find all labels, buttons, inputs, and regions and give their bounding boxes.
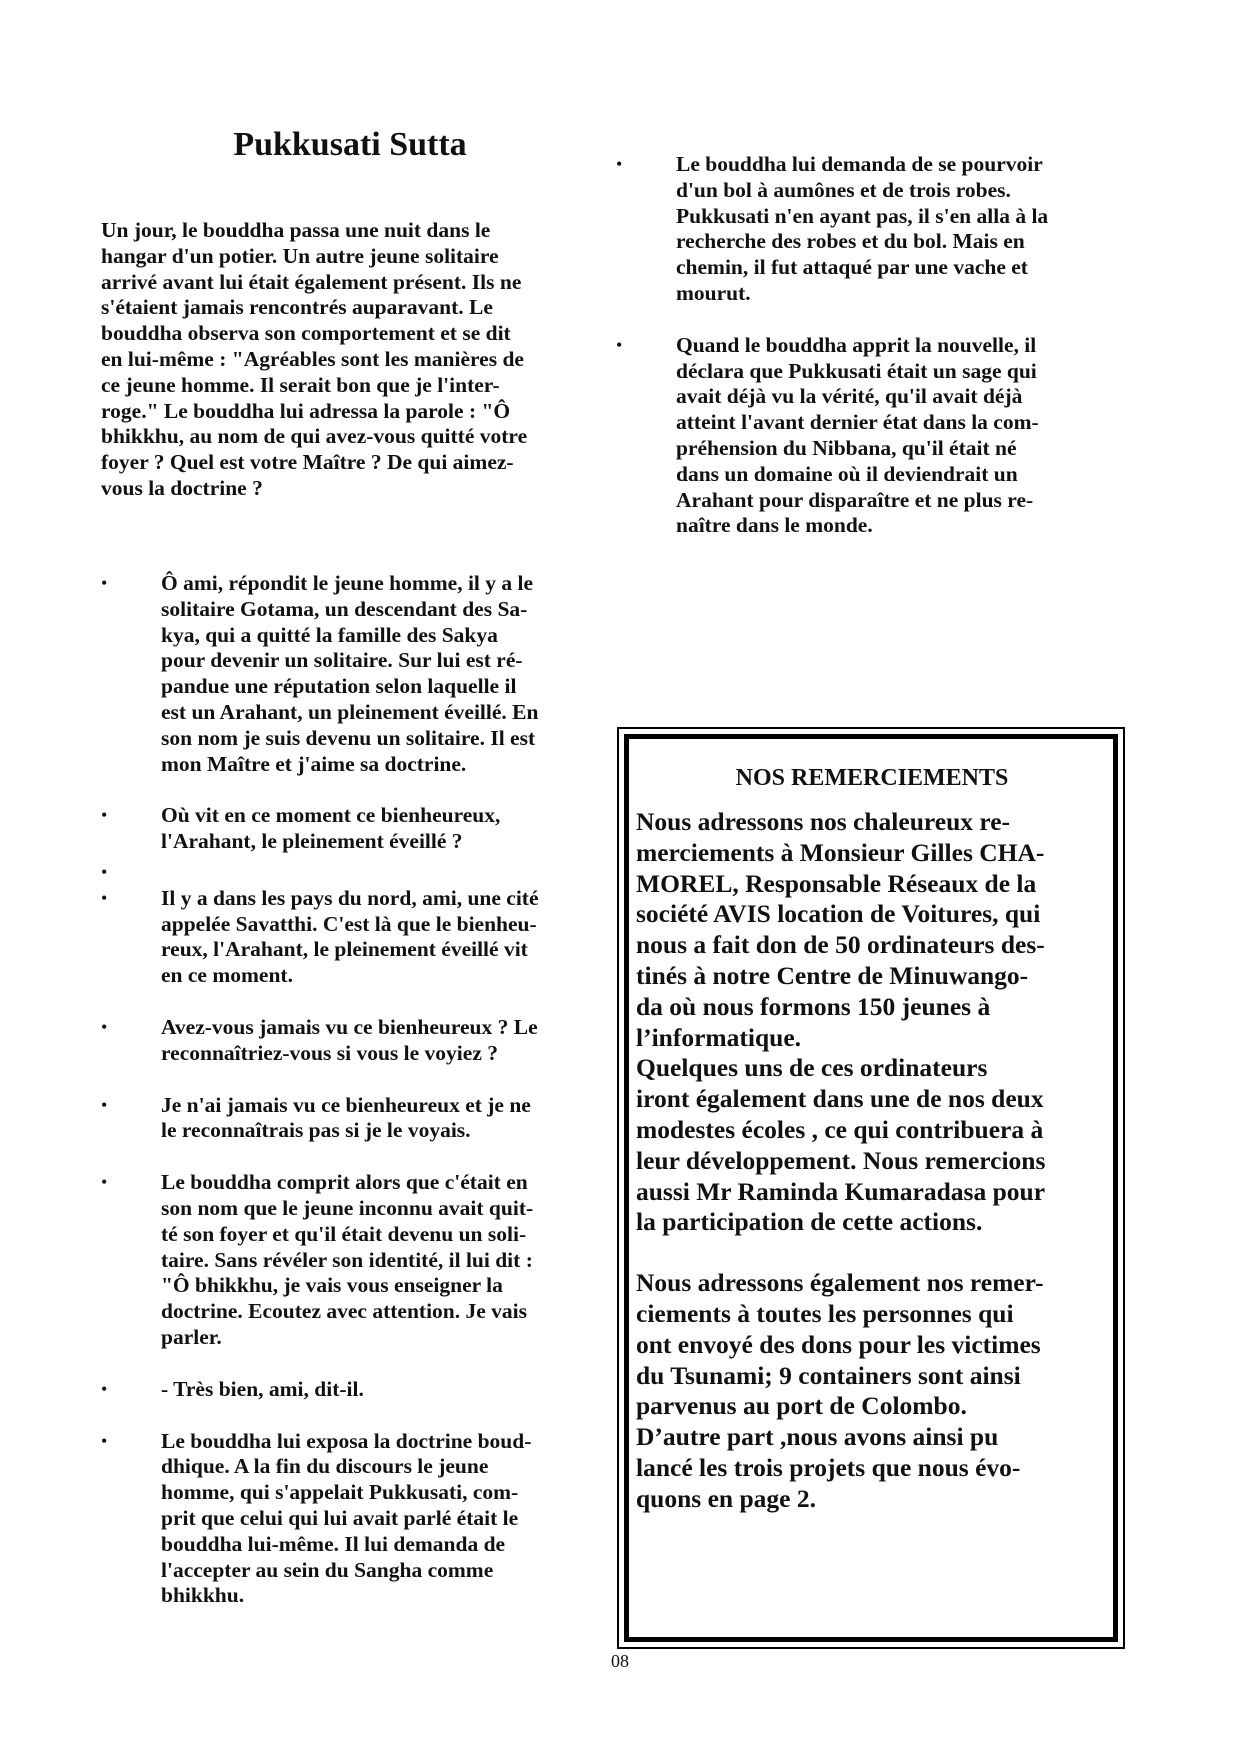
list-item	[101, 1170, 611, 1351]
list-item-text: Ô ami, répondit le jeune homme, il y a le solitaire Gotama, un descendant des Sa- kya, qui a quitté la famille des Sakya pour devenir un solitaire. Sur lui est ré- pandue une réputation selon laquelle il est un Arahant, un pleinement éveillé. En son nom je suis devenu un solitaire. Il est mon Maître et j'aime sa doctrine.	[161, 571, 539, 776]
list-item-text: Je n'ai jamais vu ce bienheureux et je ne le reconnaîtrais pas si je le voyais.	[161, 1092, 531, 1143]
list-item	[101, 886, 611, 989]
bullet-icon: •	[101, 1016, 108, 1037]
list-item-text: Avez-vous jamais vu ce bienheureux ? Le reconnaîtriez-vous si vous le voyiez ?	[161, 1014, 538, 1065]
thanks-box	[636, 763, 1108, 1515]
list-item-text: Où vit en ce moment ce bienheureux, l'Arahant, le pleinement éveillé ?	[161, 803, 501, 854]
page-title: Pukkusati Sutta	[233, 126, 467, 163]
list-item-text: Le bouddha lui exposa la doctrine boud- dhique. A la fin du discours le jeune homme, qui s'appelait Pukkusati, com- prit que celui qui lui avait parlé était le bouddha lui-même. Il lui demanda de l'accepter au sein du Sangha comme bhikkhu.	[161, 1428, 532, 1608]
list-item-text: Il y a dans les pays du nord, ami, une cité appelée Savatthi. C'est là que le bienheu- reux, l'Arahant, le pleinement éveillé vit en ce moment.	[161, 885, 539, 988]
page-number: 08	[611, 1651, 629, 1671]
list-item	[101, 1015, 611, 1067]
right-column	[616, 152, 1126, 539]
bullet-icon: •	[101, 1172, 108, 1193]
bullet-icon: •	[616, 154, 623, 174]
bullet-icon: •	[101, 887, 108, 908]
left-column	[101, 218, 611, 502]
bullet-icon: •	[101, 1094, 108, 1115]
list-item	[101, 1377, 611, 1403]
list-item-text: - Très bien, ami, dit-il.	[161, 1376, 364, 1401]
list-item	[101, 1093, 611, 1145]
intro-paragraph: Un jour, le bouddha passa une nuit dans le hangar d'un potier. Un autre jeune solitaire arrivé avant lui était également présent. Ils ne s'étaient jamais rencontrés auparavant. Le bouddha observa son comportement et se dit en lui-même : "Agréables sont les manières de ce jeune homme. Il serait bon que je l'inter- roge." Le bouddha lui adressa la parole : "Ô bhikkhu, au nom de qui avez-vous quitté votre foyer ? Quel est votre Maître ? De qui aimez- vous la doctrine ?	[101, 218, 528, 500]
bullet-icon: •	[101, 1378, 108, 1399]
bullet-icon: •	[101, 573, 108, 593]
list-item	[101, 803, 611, 855]
list-item-text: Le bouddha comprit alors que c'était en son nom que le jeune inconnu avait quit- té son foyer et qu'il était devenu un soli- taire. Sans révéler son identité, il lui dit : "Ô bhikkhu, je vais vous enseigner la doctrine. Ecoutez avec attention. Je vais parler.	[161, 1170, 534, 1349]
thanks-paragraph: Nous adressons également nos remer- ciements à toutes les personnes qui ont envoyé des dons pour les victimes du Tsunami; 9 containers sont ainsi parvenus au port de Colombo. D’autre part ,nous avons ainsi pu lancé les trois projets que nous évo- quons en page 2.	[636, 1268, 1044, 1513]
list-item	[616, 152, 1126, 307]
list-item-text: Quand le bouddha apprit la nouvelle, il déclara que Pukkusati était un sage qui avait déjà vu la vérité, qu'il avait déjà atteint l'avant dernier état dans la com- préhension du Nibbana, qu'il était né dans un domaine où il deviendrait un Arahant pour disparaître et ne plus re- naître dans le monde.	[676, 332, 1039, 538]
list-item	[101, 571, 611, 777]
bullet-icon: •	[101, 861, 108, 882]
dialogue-list	[101, 571, 611, 1609]
list-item	[616, 333, 1126, 539]
list-item-text: Le bouddha lui demanda de se pourvoir d'un bol à aumônes et de trois robes. Pukkusati n'en ayant pas, il s'en alla à la recherche des robes et du bol. Mais en chemin, il fut attaqué par une vache et mourut.	[676, 152, 1049, 305]
list-item	[101, 860, 611, 886]
bullet-icon: •	[101, 805, 108, 826]
bullet-icon: •	[616, 334, 623, 355]
bullet-icon: •	[101, 1430, 108, 1451]
thanks-box-title: NOS REMERCIEMENTS	[735, 765, 1009, 791]
list-item	[101, 1429, 611, 1610]
thanks-paragraph: Nous adressons nos chaleureux re- merciements à Monsieur Gilles CHA- MOREL, Responsable Réseaux de la société AVIS location de Voitures, qui nous a fait don de 50 ordinateurs des- tinés à notre Centre de Minuwango- da où nous formons 150 jeunes à l’informatique. Quelques uns de ces ordinateurs iront également dans une de nos deux modestes écoles , ce qui contribuera à leur développement. Nous remercions aussi Mr Raminda Kumaradasa pour la participation de cette actions.	[636, 807, 1046, 1237]
